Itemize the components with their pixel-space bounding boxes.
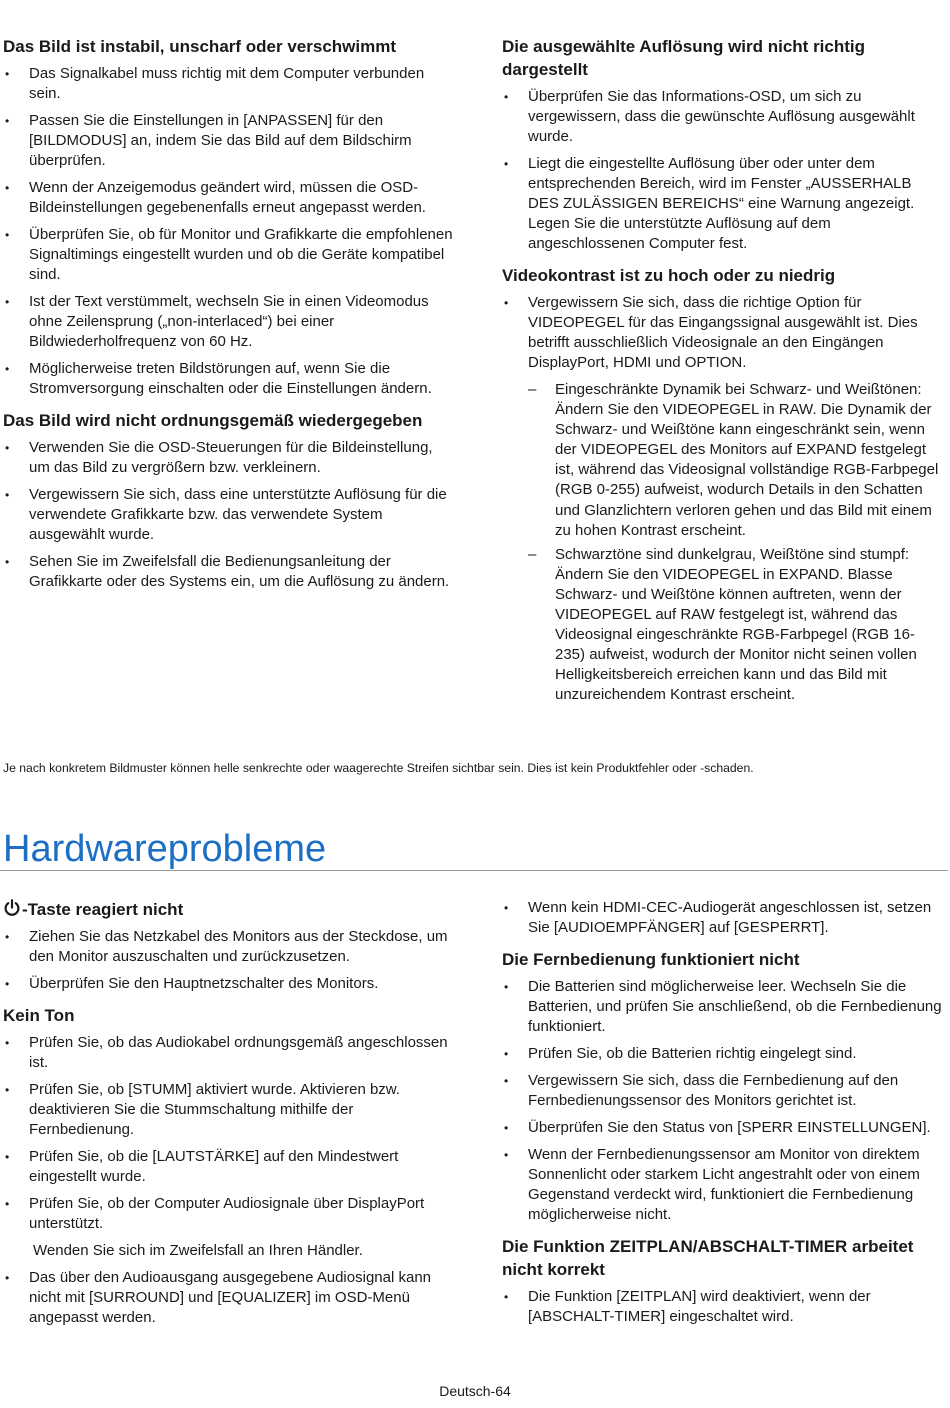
bullet-list [502, 1287, 942, 1327]
power-icon [3, 899, 21, 917]
list-item: • Prüfen Sie, ob [STUMM] aktiviert wurde. Aktivieren bzw. deaktivieren Sie die Stummschaltung mithilfe der Fernbedienung. [3, 1080, 453, 1140]
list-item: • Wenn kein HDMI-CEC-Audiogerät angeschlossen ist, setzen Sie [AUDIOEMPFÄNGER] auf [GESPERRT]. [502, 898, 942, 938]
dash-item [528, 380, 942, 541]
list-item: • Vergewissern Sie sich, dass die richtige Option für VIDEOPEGEL für das Eingangssignal ausgewählt ist. Dies betrifft ausschließlich Videosignale an den Eingängen DisplayPort, HDMI und OPTION. [502, 293, 942, 373]
list-item: • Wenn der Fernbedienungssensor am Monitor von direktem Sonnenlicht oder starkem Licht angestrahlt oder von einem Gegenstand verdeckt wird, funktioniert die Fernbedienung möglicherweise nicht. [502, 1145, 942, 1225]
list-item: • Vergewissern Sie sich, dass die Fernbedienung auf den Fernbedienungssensor des Monitors gerichtet ist. [502, 1071, 942, 1111]
section-heading: Die Fernbedienung funktioniert nicht [502, 950, 800, 969]
list-item: • Sehen Sie im Zweifelsfall die Bedienungsanleitung der Grafikkarte oder des Systems ein, um die Auflösung zu ändern. [3, 552, 453, 592]
section-hdmi-cec [502, 898, 942, 938]
section-image-not-reproduced [3, 409, 453, 592]
top-right-column [502, 35, 942, 716]
list-item: • Prüfen Sie, ob die Batterien richtig eingelegt sind. [502, 1044, 942, 1064]
list-item: • Prüfen Sie, ob die [LAUTSTÄRKE] auf den Mindestwert eingestellt wurde. [3, 1147, 453, 1187]
footnote: Je nach konkretem Bildmuster können helle senkrechte oder waagerechte Streifen sichtbar sein. Dies ist kein Produktfehler oder -schaden. [3, 761, 754, 775]
bullet-list [3, 927, 453, 994]
top-left-column [3, 35, 453, 602]
list-item: • Das über den Audioausgang ausgegebene Audiosignal kann nicht mit [SURROUND] und [EQUALIZER] im OSD-Menü angepasst werden. [3, 1268, 453, 1328]
section-unstable-image [3, 35, 453, 399]
bullet-list [3, 1268, 453, 1328]
list-item: • Die Batterien sind möglicherweise leer. Wechseln Sie die Batterien, und prüfen Sie anschließend, ob die Fernbedienung funktioniert. [502, 977, 942, 1037]
list-item: • Ist der Text verstümmelt, wechseln Sie in einen Videomodus ohne Zeilensprung („non-interlaced“) bei einer Bildwiederholfrequenz von 60 Hz. [3, 292, 453, 352]
section-heading: Das Bild ist instabil, unscharf oder verschwimmt [3, 37, 396, 56]
list-item: • Liegt die eingestellte Auflösung über oder unter dem entsprechenden Bereich, wird im Fenster „AUSSERHALB DES ZULÄSSIGEN BEREICHS“ eine Warnung angezeigt. Legen Sie die unterstützte Auflösung auf dem angeschlossenen Computer fest. [502, 154, 942, 254]
section-remote-control [502, 948, 942, 1225]
section-no-sound [3, 1004, 453, 1328]
list-item: • Das Signalkabel muss richtig mit dem Computer verbunden sein. [3, 64, 453, 104]
section-heading: Die Funktion ZEITPLAN/ABSCHALT-TIMER arbeitet nicht korrekt [502, 1237, 914, 1279]
list-item: • Überprüfen Sie den Hauptnetzschalter des Monitors. [3, 974, 453, 994]
section-schedule-timer [502, 1235, 942, 1327]
section-heading: Die ausgewählte Auflösung wird nicht richtig dargestellt [502, 37, 866, 79]
dash-item-text: Ändern Sie den VIDEOPEGEL in RAW. Die Dynamik der Schwarz- und Weißtöne kann eingeschränkt sein, wenn der VIDEOPEGEL des Monitors auf EXPAND festgelegt ist, während das Videosignal vollständige RGB-Farbpegel (RGB 0-255) aufweist, wodurch Details in den Schatten und Glanzlichtern verloren gehen und das Bild mit einem zu hohen Kontrast erscheint. [555, 401, 939, 539]
list-item: • Prüfen Sie, ob der Computer Audiosignale über DisplayPort unterstützt. [3, 1194, 453, 1234]
bullet-list [502, 87, 942, 254]
list-item: • Möglicherweise treten Bildstörungen auf, wenn Sie die Stromversorgung einschalten oder die Einstellungen ändern. [3, 359, 453, 399]
list-item: • Verwenden Sie die OSD-Steuerungen für die Bildeinstellung, um das Bild zu vergrößern bzw. verkleinern. [3, 438, 453, 478]
list-item: • Überprüfen Sie den Status von [SPERR EINSTELLUNGEN]. [502, 1118, 942, 1138]
dash-item-text: Ändern Sie den VIDEOPEGEL in EXPAND. Blasse Schwarz- und Weißtöne können auftreten, wenn der VIDEOPEGEL auf RAW festgelegt ist, während das Videosignal eingeschränkte RGB-Farbpegel (RGB 16-235) aufweist, wodurch der Monitor nicht seinen vollen Helligkeitsbereich erreichen kann und das Bild mit unzureichendem Kontrast erscheint. [555, 565, 917, 704]
dash-list [502, 380, 942, 706]
list-item: • Wenn der Anzeigemodus geändert wird, müssen die OSD-Bildeinstellungen gegebenenfalls erneut angepasst werden. [3, 178, 453, 218]
section-heading-text: -Taste reagiert nicht [22, 900, 184, 919]
bullet-list [502, 293, 942, 373]
dash-item-lead: Eingeschränkte Dynamik bei Schwarz- und Weißtönen: [555, 381, 922, 398]
page-number: Deutsch-64 [439, 1383, 511, 1399]
section-video-contrast [502, 264, 942, 706]
section-heading [3, 898, 453, 921]
divider [0, 870, 948, 871]
section-heading: Videokontrast ist zu hoch oder zu niedrig [502, 266, 836, 285]
list-item: • Ziehen Sie das Netzkabel des Monitors aus der Steckdose, um den Monitor auszuschalten und zurückzusetzen. [3, 927, 453, 967]
section-heading: Das Bild wird nicht ordnungsgemäß wiedergegeben [3, 411, 423, 430]
chapter-title: Hardwareprobleme [3, 828, 327, 870]
section-heading: Kein Ton [3, 1006, 75, 1025]
list-item: • Überprüfen Sie das Informations-OSD, um sich zu vergewissern, dass die gewünschte Auflösung ausgewählt wurde. [502, 87, 942, 147]
bottom-left-column [3, 898, 453, 1338]
dash-item [528, 545, 942, 706]
list-item: • Vergewissern Sie sich, dass eine unterstützte Auflösung für die verwendete Grafikkarte bzw. das verwendete System ausgewählt wurde. [3, 485, 453, 545]
section-resolution [502, 35, 942, 254]
plain-paragraph: Wenden Sie sich im Zweifelsfall an Ihren Händler. [33, 1242, 363, 1259]
list-item: • Passen Sie die Einstellungen in [ANPASSEN] für den [BILDMODUS] an, indem Sie das Bild auf dem Bildschirm überprüfen. [3, 111, 453, 171]
bullet-list [3, 1033, 453, 1234]
list-item: • Prüfen Sie, ob das Audiokabel ordnungsgemäß angeschlossen ist. [3, 1033, 453, 1073]
list-item: • Überprüfen Sie, ob für Monitor und Grafikkarte die empfohlenen Signaltimings eingestellt wurden und ob die Geräte kompatibel sind. [3, 225, 453, 285]
bullet-list [502, 898, 942, 938]
list-item: • Die Funktion [ZEITPLAN] wird deaktiviert, wenn der [ABSCHALT-TIMER] eingeschaltet wird. [502, 1287, 942, 1327]
dash-item-lead: Schwarztöne sind dunkelgrau, Weißtöne sind stumpf: [555, 545, 910, 563]
section-power-button [3, 898, 453, 994]
bullet-list [502, 977, 942, 1225]
bullet-list [3, 438, 453, 592]
bottom-right-column [502, 898, 942, 1337]
bullet-list [3, 64, 453, 399]
